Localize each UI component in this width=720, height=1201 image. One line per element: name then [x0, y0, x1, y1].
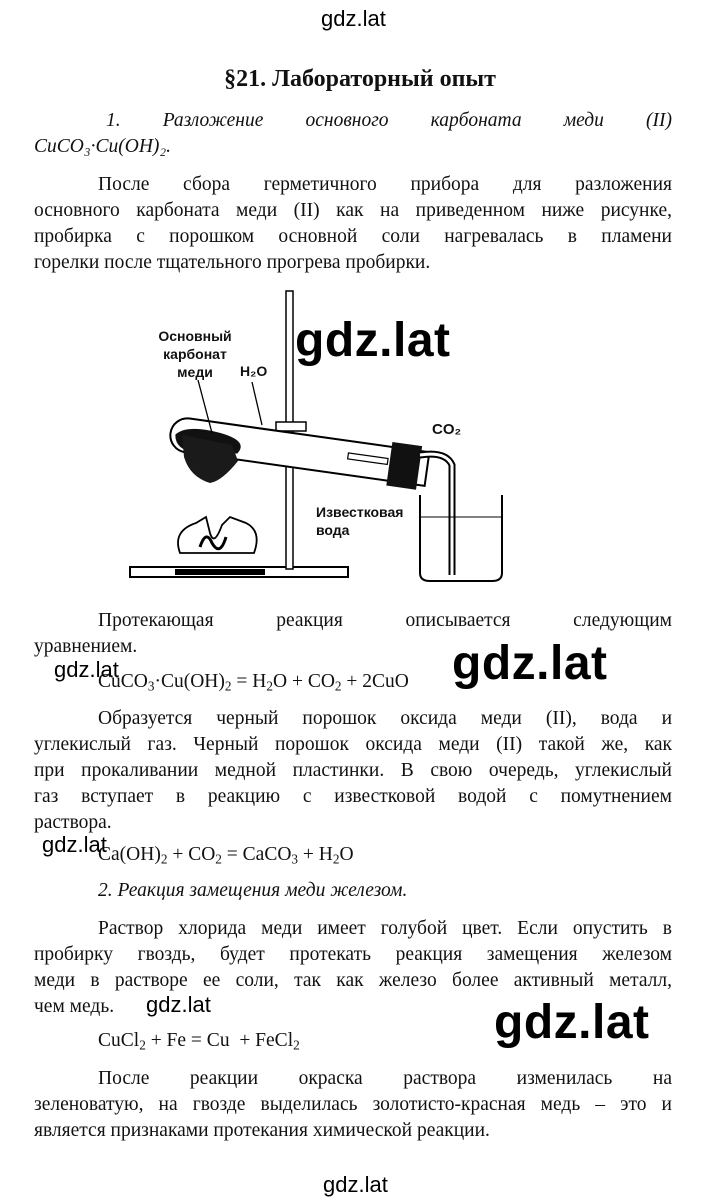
watermark-bottom-mid: gdz.lat [146, 992, 211, 1017]
text-line: газ вступает в реакцию с известковой водой с помутнением [34, 786, 672, 807]
text-line: меди в растворе ее соли, так как железо более активный металл, [34, 970, 672, 991]
equation-2: $Ca(OH)_2 + CO_2$ = CaCO$_3$ + $H_2O$ [98, 844, 354, 867]
text-line: После сбора герметичного прибора для разложения [98, 174, 672, 195]
text-line: Раствор хлорида меди имеет голубой цвет. Если опустить в [98, 918, 672, 939]
beaker [420, 495, 502, 581]
text-line: горелки после тщательного прогрева пробирки. [34, 252, 431, 273]
label-basic-carbonate [140, 327, 250, 381]
watermark-eq2-left: gdz.lat [42, 832, 107, 857]
label-text: меди [177, 364, 213, 380]
text-line: уравнением. [34, 636, 138, 657]
text-line: является признаками протекания химической реакции. [34, 1120, 490, 1141]
label-text: карбонат [163, 346, 227, 362]
stand-base-inner [175, 569, 265, 575]
section1-paragraph-3 [34, 706, 672, 836]
text-line: Образуется черный порошок оксида меди (II), вода и [98, 708, 672, 729]
section1-heading: 1. Разложение основного карбоната меди (II) [106, 110, 672, 131]
section1-paragraph-1 [34, 172, 672, 276]
text-line: чем медь. [34, 996, 115, 1017]
watermark-top: gdz.lat [321, 6, 386, 31]
text-line: После реакции окраска раствора изменилась на [98, 1068, 672, 1089]
watermark-eq1-right: gdz.lat [452, 637, 608, 690]
label-lime-water [316, 503, 403, 539]
text-line: пробирку гвоздь, будет протекать реакция замещения железом [34, 944, 672, 965]
label-text: Известковая [316, 504, 404, 520]
text-line: пробирка с порошком основной соли нагревалась в пламени [34, 226, 672, 247]
label-text: вода [316, 522, 350, 538]
label-co2: CO₂ [432, 421, 462, 438]
equation-3: CuCl$_2$ + Fe = Cu + FeCl$_2$ [98, 1030, 300, 1053]
apparatus-figure [0, 285, 720, 595]
label-line-water [252, 382, 262, 425]
section2-paragraph-2 [34, 1066, 672, 1144]
section2-heading: 2. Реакция замещения меди железом. [98, 880, 408, 901]
clamp-upper [276, 422, 306, 431]
text-line: зеленоватую, на гвозде выделилась золотисто-красная медь – это и [34, 1094, 672, 1115]
label-text: Основный [158, 328, 232, 344]
text-line: при прокаливании медной пластинки. В свою очередь, углекислый [34, 760, 672, 781]
text-line: основного карбоната меди (II) как на приведенном ниже рисунке, [34, 200, 672, 221]
section1-heading-formula: CuCO₃·Cu(OH)₂. [34, 136, 172, 157]
watermark-figure: gdz.lat [295, 314, 451, 367]
page-title: §21. Лабораторный опыт [224, 66, 496, 92]
text-line: раствора. [34, 812, 112, 833]
equation-1: $CuCO_3\cdot Cu(OH)_2 = H_2O + CO_2 + 2CuO$ [98, 671, 409, 694]
watermark-footer: gdz.lat [323, 1172, 388, 1197]
text-line: Протекающая реакция описывается следующим [98, 610, 672, 631]
text-line: углекислый газ. Черный порошок оксида меди (II) такой же, как [34, 734, 672, 755]
watermark-bottom-right: gdz.lat [494, 996, 650, 1049]
watermark-eq1-left: gdz.lat [54, 657, 119, 682]
label-water: H₂O [240, 363, 268, 379]
